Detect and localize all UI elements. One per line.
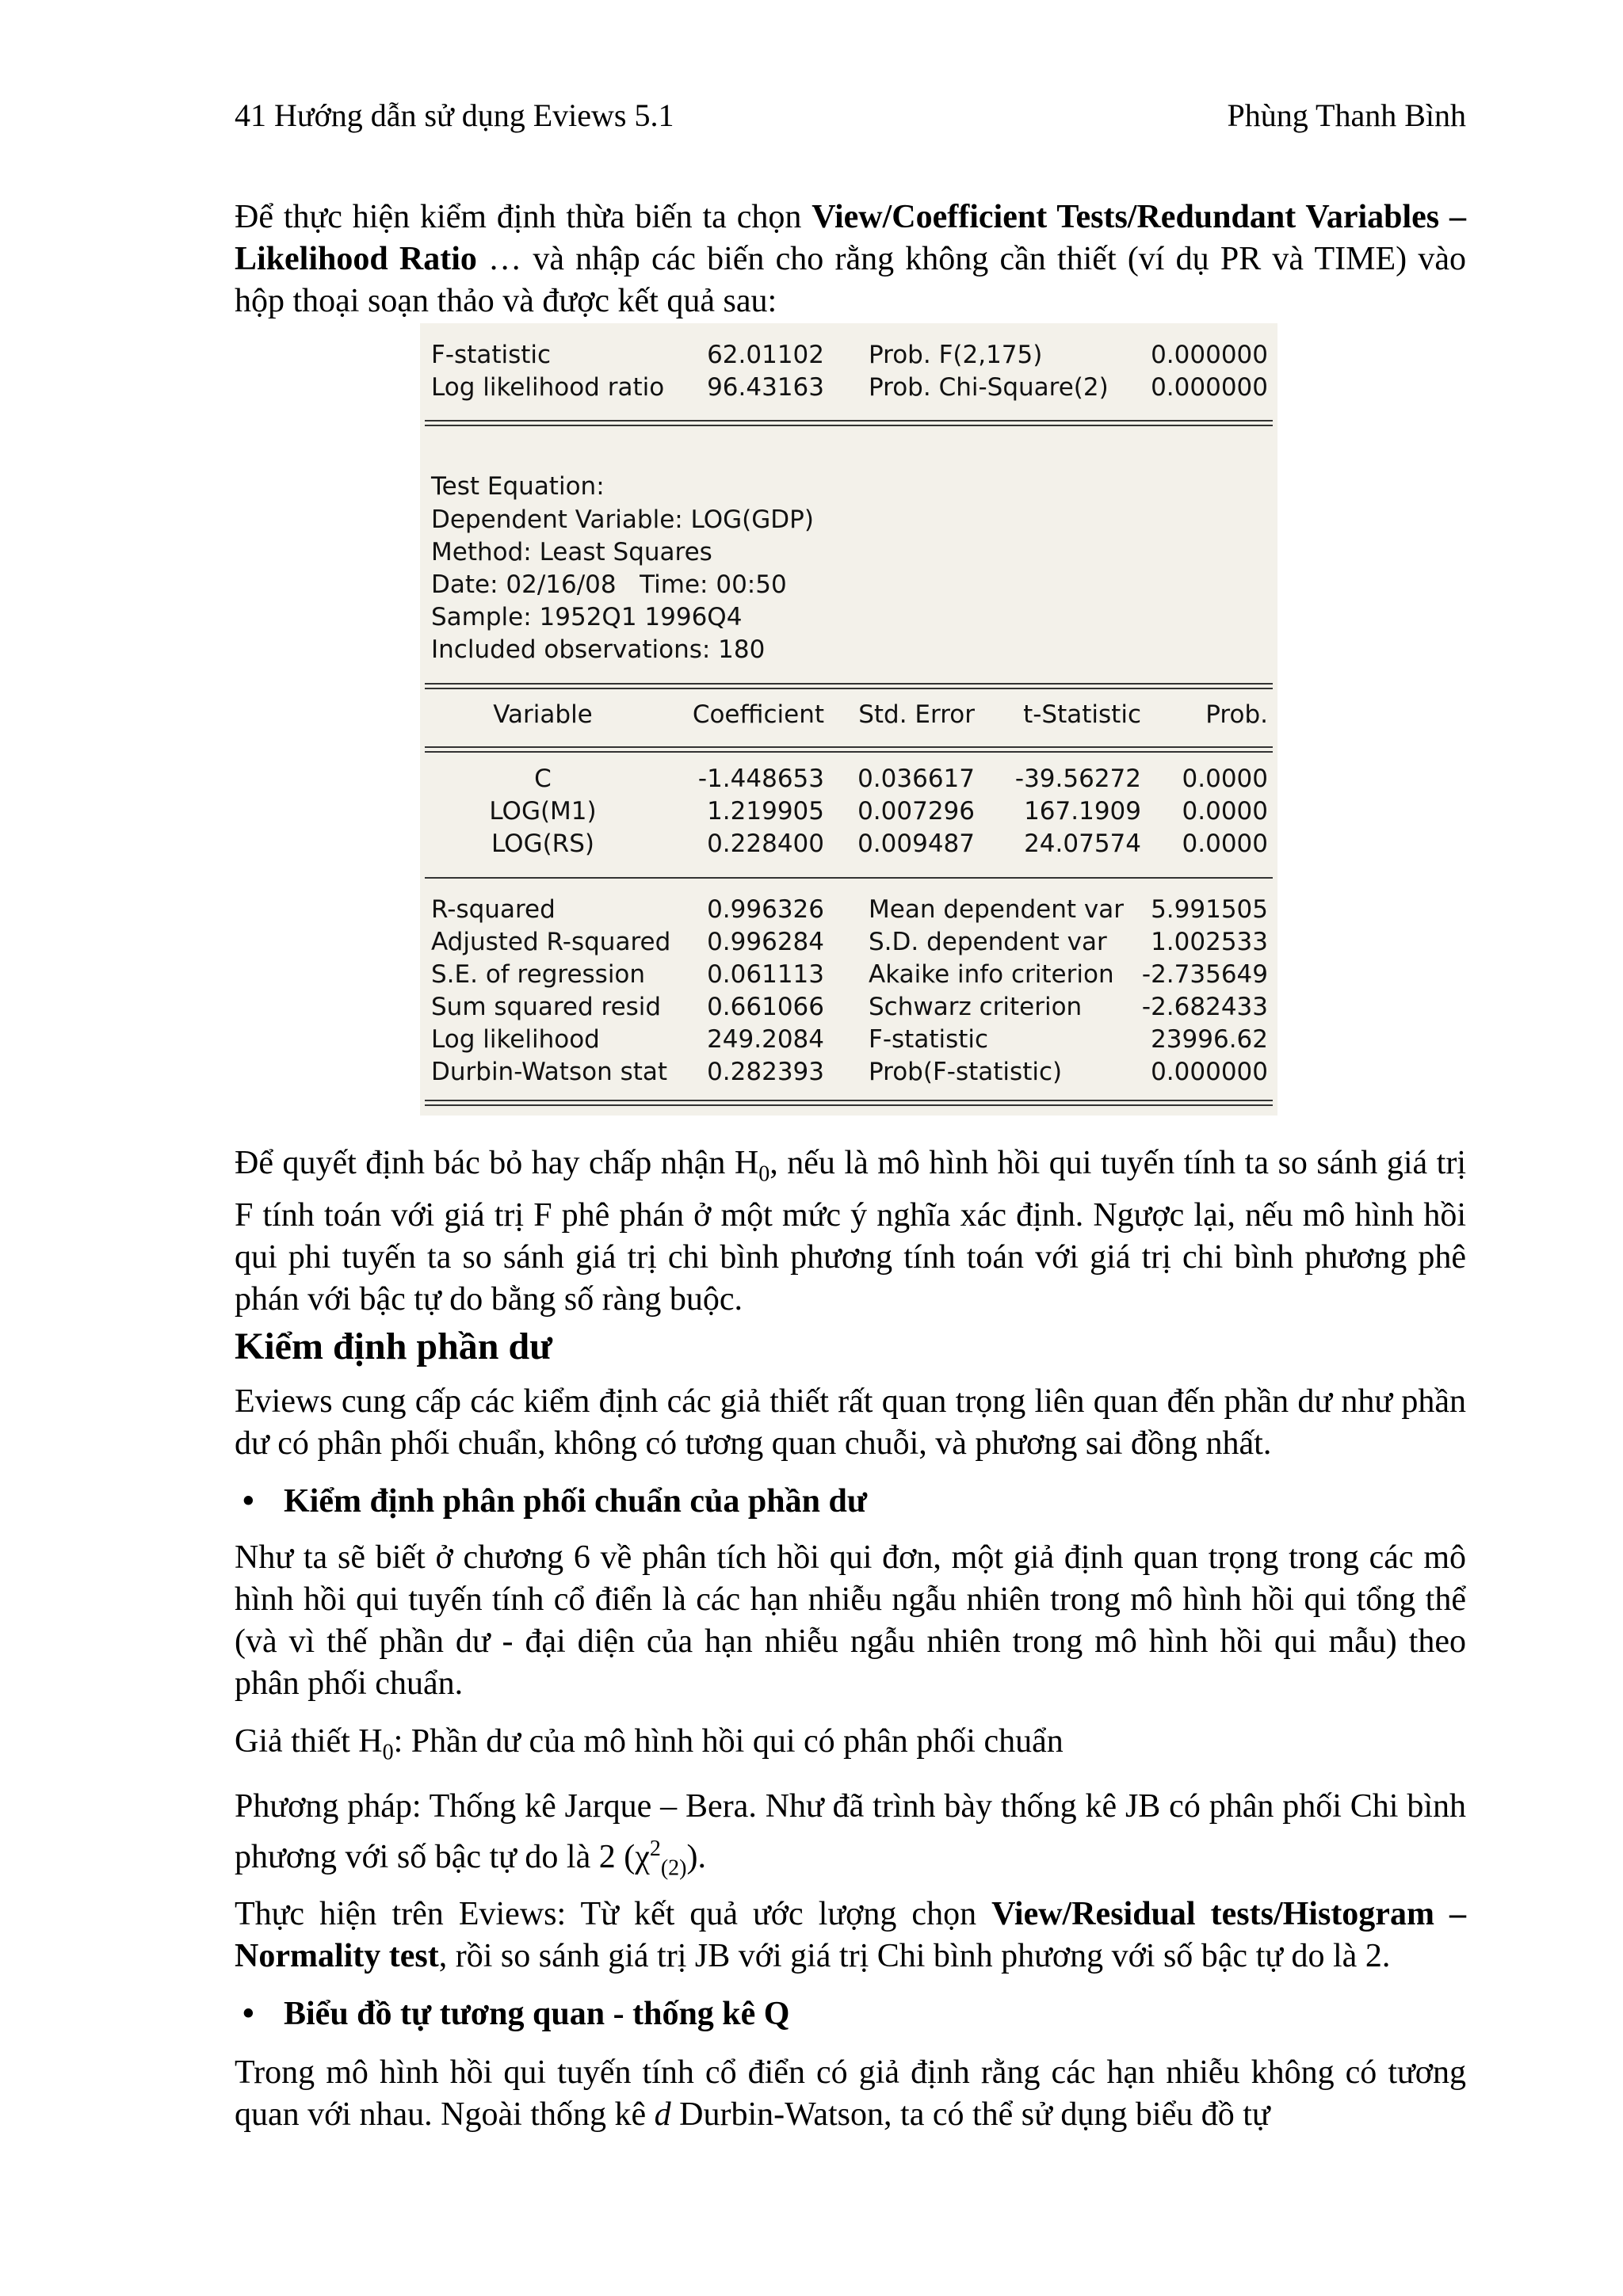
test-prob: 0.000000 — [1151, 341, 1268, 369]
test-label: Log likelihood ratio — [431, 373, 665, 402]
decision-text-2: , nếu là mô hình hồi qui tuyến tính ta so sánh giá trị F tính toán với giá trị F phê phán ở một mức ý nghĩa xác định. Ngược lại, nếu mô hình hồi qui phi tuyến ta so sánh giá trị chi bình phương tính toán với giá trị chi bình phương phê phán với bậc tự do bằng số ràng buộc. — [235, 1145, 1466, 1318]
double-rule — [425, 1100, 1273, 1106]
test-value: 96.43163 — [707, 373, 824, 402]
page-header-title: 41 Hướng dẫn sử dụng Eviews 5.1 — [235, 97, 674, 133]
stat-value: -2.682433 — [1141, 993, 1268, 1021]
double-rule — [425, 420, 1273, 426]
implement-paragraph — [235, 1894, 1466, 1978]
coef-value: 0.228400 — [707, 830, 824, 858]
decision-subscript: 0 — [758, 1161, 770, 1187]
coef-t-statistic: 167.1909 — [1024, 797, 1141, 826]
column-header: Prob. — [1205, 700, 1268, 729]
stat-label: Log likelihood — [431, 1025, 600, 1054]
stat-label: Adjusted R-squared — [431, 928, 671, 956]
stat-value: 0.661066 — [707, 993, 824, 1021]
bullet-icon: • — [242, 1996, 254, 2032]
page-header-author: Phùng Thanh Bình — [1227, 97, 1466, 133]
implement-text-1: Thực hiện trên Eviews: Từ kết quả ước lượng chọn — [235, 1896, 992, 1932]
coef-variable: C — [534, 765, 552, 793]
test-prob-label: Prob. F(2,175) — [869, 341, 1043, 369]
implement-menu-path: View/Residual tests/Histogram – Normality test — [235, 1896, 1466, 1974]
test-value: 62.01102 — [707, 341, 824, 369]
last-text-2: Durbin-Watson, ta có thể sử dụng biểu đồ tự — [670, 2096, 1270, 2133]
stat-label: Sum squared resid — [431, 993, 662, 1021]
column-header: t-Statistic — [1023, 700, 1141, 729]
coef-std-error: 0.009487 — [857, 830, 975, 858]
method-text-1: Phương pháp: Thống kê Jarque – Bera. Như đã trình bày thống kê JB có phân phối Chi bình phương với số bậc tự do là 2 (χ — [235, 1788, 1466, 1875]
double-rule — [425, 683, 1273, 689]
coef-value: 1.219905 — [707, 797, 824, 826]
stat-label: Schwarz criterion — [869, 993, 1083, 1021]
coef-prob: 0.0000 — [1182, 797, 1268, 826]
bullet-label: Biểu đồ tự tương quan - thống kê Q — [284, 1996, 790, 2032]
stat-label: F-statistic — [869, 1025, 989, 1054]
stat-label: Akaike info criterion — [869, 960, 1114, 989]
info-line: Test Equation: — [431, 472, 605, 501]
column-header: Coefficient — [692, 700, 824, 729]
coef-variable: LOG(M1) — [489, 797, 597, 826]
stat-value: 23996.62 — [1151, 1025, 1268, 1054]
bullet-autocorrelation — [242, 1993, 789, 2035]
stat-label: R-squared — [431, 895, 556, 924]
stat-label: S.D. dependent var — [869, 928, 1107, 956]
method-text-2: ). — [686, 1839, 707, 1875]
normality-paragraph: Như ta sẽ biết ở chương 6 về phân tích hồi qui đơn, một giả định quan trọng trong các mô hình hồi qui tuyến tính cổ điển là các hạn nhiễu ngẫu nhiên trong mô hình hồi qui tổng thể (và vì thế phần dư - đại diện của hạn nhiễu ngẫu nhiên trong mô hình hồi qui mẫu) theo phân phối chuẩn. — [235, 1539, 1466, 1702]
test-prob-label: Prob. Chi-Square(2) — [869, 373, 1109, 402]
intro-text-2: … và nhập các biến cho rằng không cần thiết (ví dụ PR và TIME) vào hộp thoại soạn thảo và được kết quả sau: — [235, 241, 1466, 319]
coef-t-statistic: -39.56272 — [1014, 765, 1141, 793]
last-paragraph — [235, 2052, 1466, 2136]
test-label: F-statistic — [431, 341, 552, 369]
bullet-icon: • — [242, 1483, 254, 1520]
eviews-output-panel — [420, 323, 1277, 1116]
info-line: Included observations: 180 — [431, 635, 766, 664]
stat-value: -2.735649 — [1141, 960, 1268, 989]
info-line: Sample: 1952Q1 1996Q4 — [431, 603, 743, 631]
coef-std-error: 0.007296 — [857, 797, 975, 826]
method-paragraph — [235, 1786, 1466, 1889]
hypothesis-text-2: : Phần dư của mô hình hồi qui có phân phối chuẩn — [393, 1723, 1064, 1760]
stat-value: 249.2084 — [707, 1025, 824, 1054]
coef-std-error: 0.036617 — [857, 765, 975, 793]
coef-prob: 0.0000 — [1182, 830, 1268, 858]
implement-text-2: , rồi so sánh giá trị JB với giá trị Chi bình phương với số bậc tự do là 2. — [438, 1938, 1391, 1974]
stat-value: 0.282393 — [707, 1058, 824, 1086]
stat-value: 0.996326 — [707, 895, 824, 924]
decision-text-1: Để quyết định bác bỏ hay chấp nhận H — [235, 1145, 759, 1181]
section-intro-paragraph: Eviews cung cấp các kiểm định các giả thiết rất quan trọng liên quan đến phần dư như phần dư có phân phối chuẩn, không có tương quan chuỗi, và phương sai đồng nhất. — [235, 1383, 1466, 1462]
info-line: Method: Least Squares — [431, 538, 712, 566]
intro-text-1: Để thực hiện kiểm định thừa biến ta chọn — [235, 199, 812, 235]
info-line: Date: 02/16/08 Time: 00:50 — [431, 570, 787, 599]
intro-paragraph — [235, 196, 1466, 322]
stat-label: S.E. of regression — [431, 960, 646, 989]
last-italic: d — [654, 2096, 671, 2133]
stat-value: 0.000000 — [1151, 1058, 1268, 1086]
hypothesis-text-1: Giả thiết H — [235, 1723, 383, 1760]
section-heading: Kiểm định phần dư — [235, 1325, 552, 1367]
stat-value: 5.991505 — [1151, 895, 1268, 924]
coef-t-statistic: 24.07574 — [1024, 830, 1141, 858]
stat-label: Mean dependent var — [869, 895, 1124, 924]
stat-label: Durbin-Watson stat — [431, 1058, 668, 1086]
column-header: Variable — [493, 700, 593, 729]
hypothesis-line — [235, 1721, 1466, 1773]
coef-value: -1.448653 — [697, 765, 824, 793]
intro-menu-path: View/Coefficient Tests/Redundant Variables – Likelihood Ratio — [235, 199, 1467, 277]
stat-value: 0.996284 — [707, 928, 824, 956]
stat-value: 0.061113 — [707, 960, 824, 989]
last-text-1: Trong mô hình hồi qui tuyến tính cổ điển có giả định rằng các hạn nhiễu không có tương quan với nhau. Ngoài thống kê — [235, 2054, 1466, 2133]
stat-label: Prob(F-statistic) — [869, 1058, 1063, 1086]
column-header: Std. Error — [858, 700, 975, 729]
info-line: Dependent Variable: LOG(GDP) — [431, 505, 814, 534]
test-prob: 0.000000 — [1151, 373, 1268, 402]
decision-paragraph — [235, 1142, 1466, 1321]
hypothesis-subscript: 0 — [382, 1740, 394, 1765]
double-rule — [425, 746, 1273, 753]
coef-variable: LOG(RS) — [491, 830, 594, 858]
bullet-normality — [242, 1481, 867, 1523]
single-rule — [425, 877, 1273, 879]
bullet-label: Kiểm định phân phối chuẩn của phần dư — [284, 1483, 868, 1520]
coef-prob: 0.0000 — [1182, 765, 1268, 793]
method-superscript: 2 — [649, 1836, 661, 1861]
method-subscript: (2) — [660, 1855, 687, 1881]
stat-value: 1.002533 — [1151, 928, 1268, 956]
